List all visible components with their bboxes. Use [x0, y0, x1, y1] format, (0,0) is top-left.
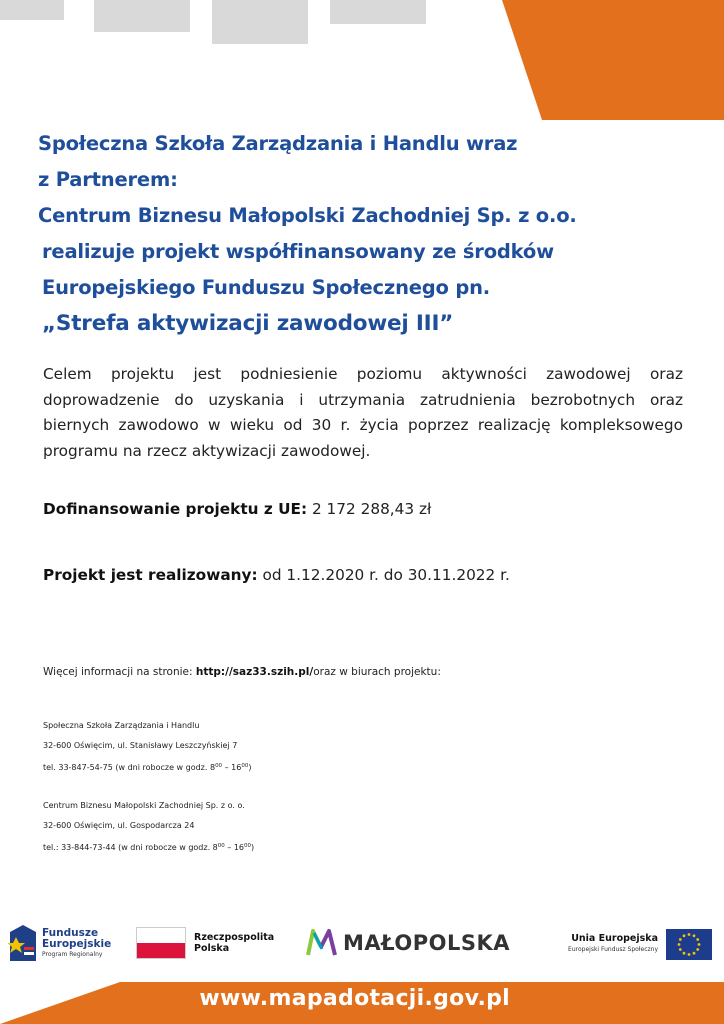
headline-line-4: realizuje projekt współfinansowany ze środków	[42, 240, 554, 263]
header-decoration	[0, 0, 724, 120]
office-2	[43, 796, 254, 856]
office-2-address: 32-600 Oświęcim, ul. Gospodarcza 24	[43, 821, 195, 830]
logo-bar	[0, 915, 724, 975]
malopolska-logo	[305, 927, 511, 963]
rp-line-1: Rzeczpospolita	[194, 932, 275, 943]
more-info-prefix: Więcej informacji na stronie:	[43, 666, 196, 678]
more-info	[43, 666, 441, 678]
period-label: Projekt jest realizowany:	[43, 566, 258, 584]
malopolska-m-icon	[305, 927, 339, 959]
headline	[38, 126, 688, 342]
gray-stripe-2	[94, 0, 190, 32]
gray-stripe-4	[330, 0, 426, 24]
fe-line-3: Program Regionalny	[42, 951, 103, 958]
period-info	[43, 566, 510, 584]
gray-stripe-1	[0, 0, 64, 20]
eu-flag-icon	[666, 929, 712, 960]
funding-info	[43, 500, 431, 518]
period-value: od 1.12.2020 r. do 30.11.2022 r.	[257, 566, 510, 584]
footer-url[interactable]: www.mapadotacji.gov.pl	[199, 986, 510, 1011]
headline-line-5: Europejskiego Funduszu Społecznego pn.	[42, 276, 490, 299]
fe-line-1: Fundusze	[42, 927, 99, 939]
ue-line-2: Europejski Fundusz Społeczny	[568, 946, 658, 953]
gray-stripe-3	[212, 0, 308, 44]
headline-line-1: Społeczna Szkoła Zarządzania i Handlu wraz	[38, 132, 518, 155]
office-1	[43, 716, 251, 776]
fundusze-europejskie-logo	[8, 923, 118, 967]
office-1-phone: tel. 33-847-54-75 (w dni robocze w godz. $8^{00} - 16^{00}$)	[43, 763, 252, 772]
office-2-name: Centrum Biznesu Małopolski Zachodniej Sp. z o. o.	[43, 801, 245, 810]
ue-line-1: Unia Europejska	[571, 933, 658, 944]
fe-star-icon	[8, 923, 38, 963]
malopolska-text: MAŁOPOLSKA	[343, 931, 511, 955]
rp-line-2: Polska	[194, 943, 230, 954]
fe-line-2: Europejskie	[42, 938, 112, 950]
office-1-name: Społeczna Szkoła Zarządzania i Handlu	[43, 721, 200, 730]
orange-corner	[502, 0, 724, 120]
more-info-suffix: oraz w biurach projektu:	[313, 666, 441, 678]
funding-value: 2 172 288,43 zł	[307, 500, 432, 518]
headline-line-2: z Partnerem:	[38, 168, 178, 191]
headline-line-3: Centrum Biznesu Małopolski Zachodniej Sp. z o.o.	[38, 204, 577, 227]
project-description: Celem projektu jest podniesienie poziomu aktywności zawodowej oraz doprowadzenie do uzyskania i utrzymania zatrudnienia bezrobotnych oraz biernych zawodowo w wieku od 30 r. życia poprzez realizację kompleksowego programu na rzecz aktywizacji zawodowej.	[43, 365, 683, 460]
office-1-address: 32-600 Oświęcim, ul. Stanisławy Leszczyńskiej 7	[43, 741, 238, 750]
polish-flag-icon	[136, 927, 186, 959]
office-2-phone: tel.: 33-844-73-44 (w dni robocze w godz. $8^{00} - 16^{00}$)	[43, 843, 255, 852]
funding-label: Dofinansowanie projektu z UE:	[43, 500, 308, 518]
footer-bar	[0, 982, 724, 1024]
project-title: „Strefa aktywizacji zawodowej III”	[42, 311, 454, 336]
website-link[interactable]: http://saz33.szih.pl/	[195, 666, 314, 678]
